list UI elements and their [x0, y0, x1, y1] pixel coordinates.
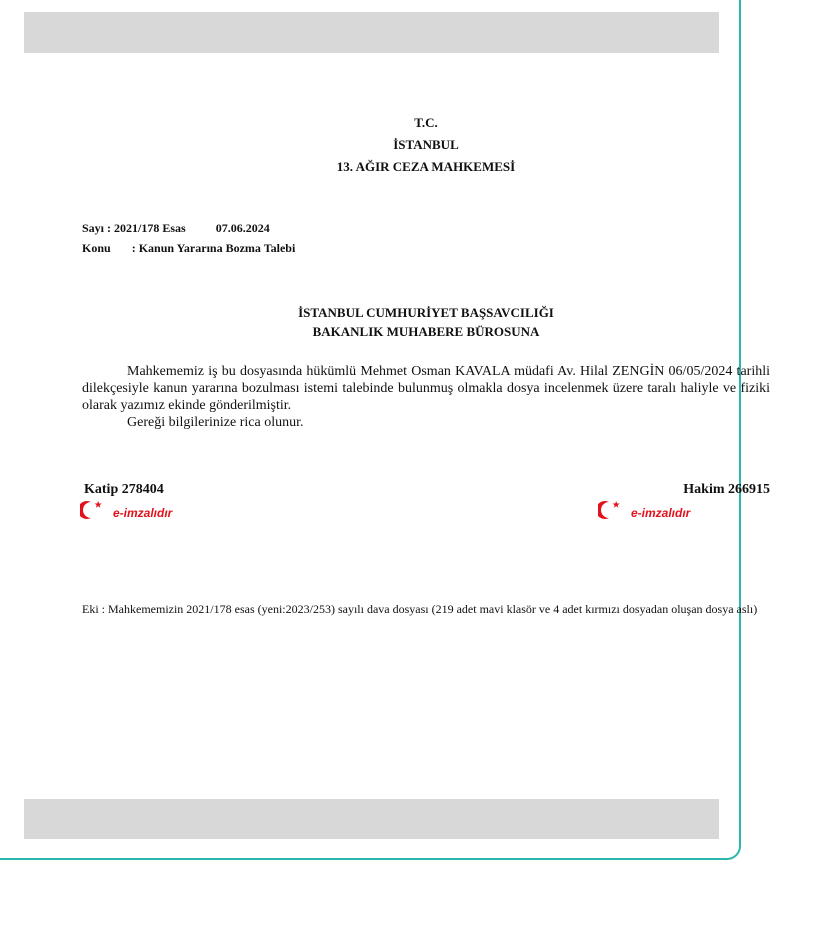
- attachment-note: Eki : Mahkememizin 2021/178 esas (yeni:2023/253) sayılı dava dosyası (219 adet mavi klasör ve 4 adet kırmızı dosyadan oluşan dosya aslı): [82, 602, 758, 616]
- body-paragraph-1: Mahkememiz iş bu dosyasında hükümlü Mehmet Osman KAVALA müdafi Av. Hilal ZENGİN 06/05/2024 tarihli dilekçesiyle kanun yararına bozulması istemi talebinde bulunmuş olmakla dosya incelenmek üzere taralı haliyle ve fiziki olarak yazımız ekinde gönderilmiştir.: [82, 364, 770, 413]
- letter-body: [82, 363, 770, 431]
- clerk-esignature: [80, 498, 172, 522]
- crescent-star-icon: [598, 498, 628, 522]
- clerk-signature-title: Katip 278404: [84, 482, 164, 497]
- addressee-block: [0, 303, 828, 341]
- addressee-line-1: İSTANBUL CUMHURİYET BAŞSAVCILIĞI: [298, 305, 554, 320]
- sayi-label: Sayı: [82, 221, 105, 235]
- sayi-row: Sayı : 2021/178 Esas 07.06.2024: [82, 221, 270, 235]
- body-paragraph-2: Gereği bilgilerinize rica olunur.: [127, 415, 304, 430]
- header-line-tc: T.C.: [414, 115, 438, 130]
- konu-row: Konu : Kanun Yararına Bozma Talebi: [82, 241, 296, 255]
- crescent-star-icon: [80, 498, 110, 522]
- header-line-city: İSTANBUL: [393, 137, 459, 152]
- sayi-value: 2021/178 Esas: [114, 221, 186, 235]
- document-meta: [82, 218, 295, 258]
- document-date: 07.06.2024: [215, 221, 270, 235]
- addressee-line-2: BAKANLIK MUHABERE BÜROSUNA: [312, 324, 540, 339]
- judge-signature-title: Hakim 266915: [683, 482, 770, 497]
- judge-esignature: [598, 498, 690, 522]
- esign-label-right: e-imzalıdır: [631, 506, 691, 520]
- konu-value: Kanun Yararına Bozma Talebi: [138, 241, 296, 255]
- court-header: [0, 112, 828, 178]
- esign-label-left: e-imzalıdır: [113, 506, 173, 520]
- header-line-court: 13. AĞIR CEZA MAHKEMESİ: [336, 159, 516, 174]
- konu-label: Konu: [82, 241, 111, 255]
